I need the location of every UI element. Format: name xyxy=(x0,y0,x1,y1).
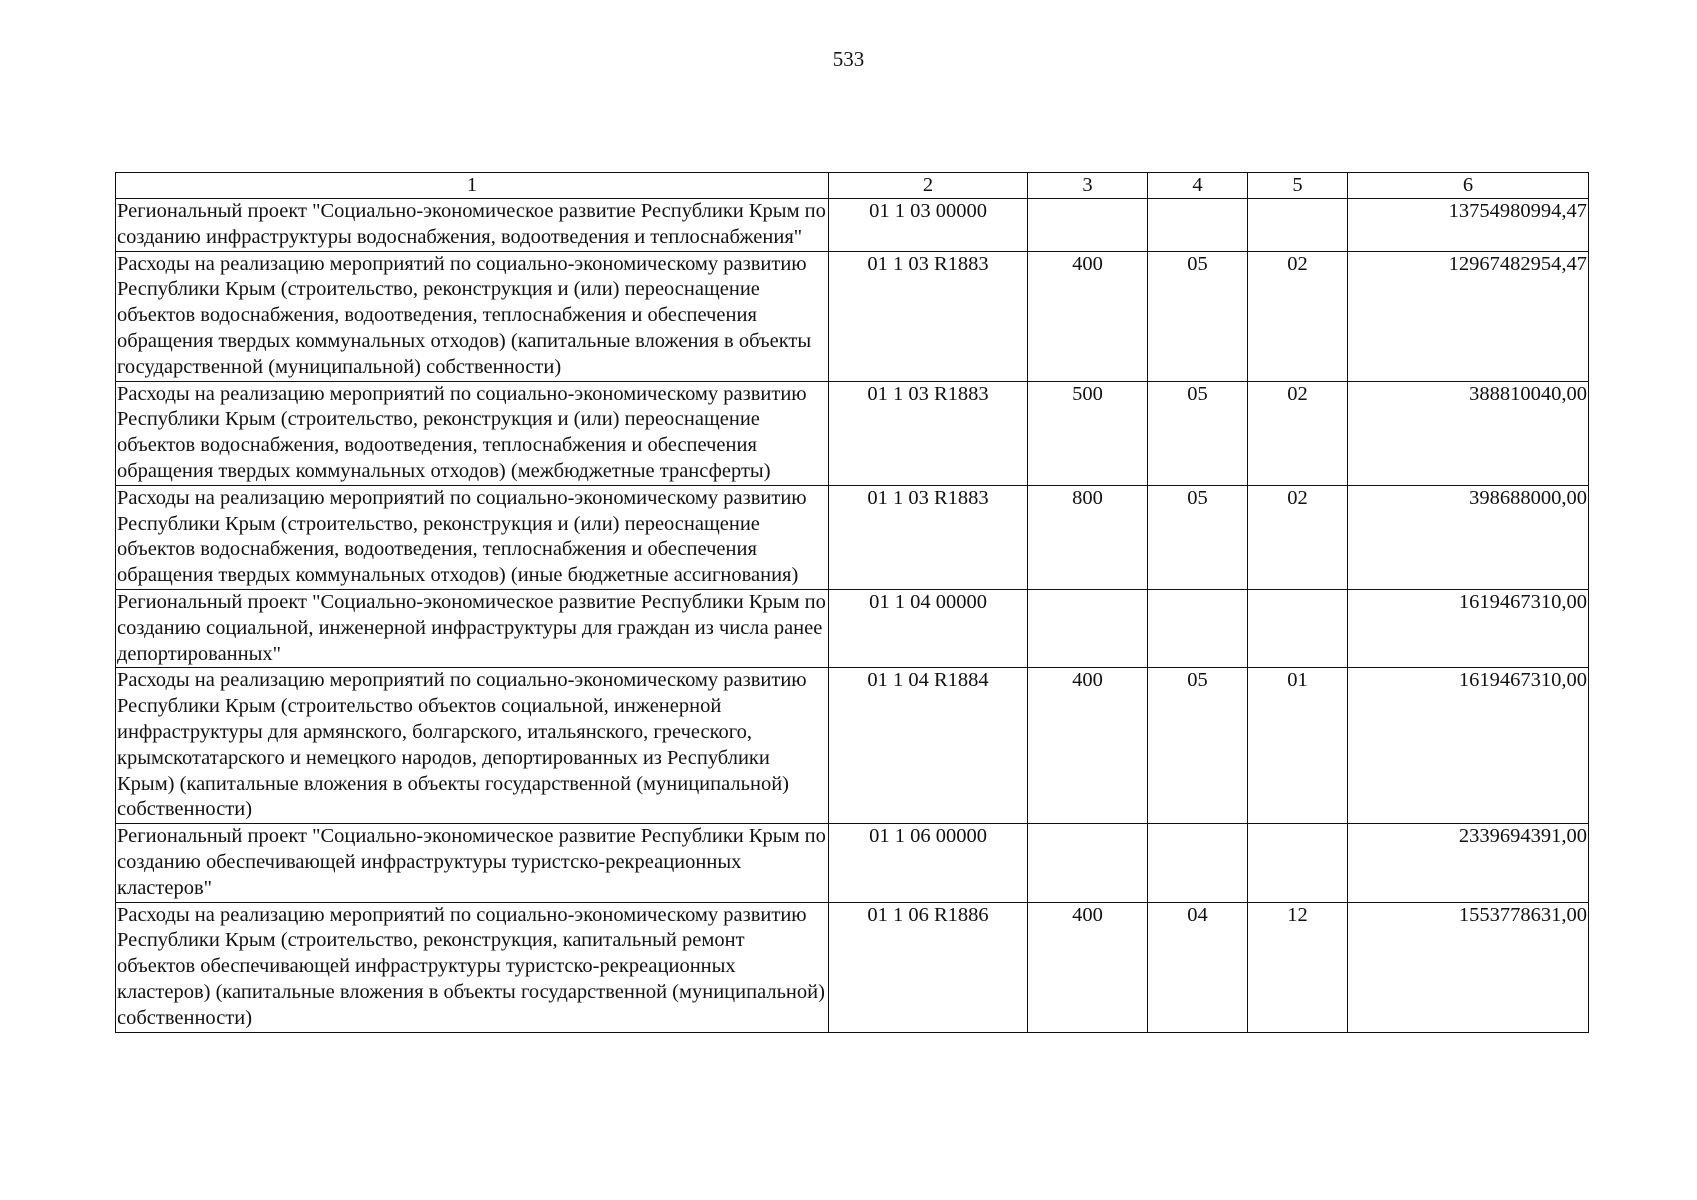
row-amount: 1553778631,00 xyxy=(1348,902,1589,1032)
table-row xyxy=(116,589,1589,667)
row-subsection: 02 xyxy=(1248,251,1348,381)
table-row xyxy=(116,668,1589,824)
row-target-code: 01 1 03 R1883 xyxy=(829,485,1028,589)
row-subsection: 02 xyxy=(1248,381,1348,485)
row-name: Расходы на реализацию мероприятий по социально-экономическому развитию Республики Крым (строительство, реконструкция, капитальный ремонт объектов обеспечивающей инфраструктуры туристско-рекреационных кластеров) (капитальные вложения в объекты государственной (муниципальной) собственности) xyxy=(116,902,829,1032)
row-name: Расходы на реализацию мероприятий по социально-экономическому развитию Республики Крым (строительство, реконструкция и (или) переоснащение объектов водоснабжения, водоотведения, теплоснабжения и обеспечения обращения твердых коммунальных отходов) (межбюджетные трансферты) xyxy=(116,381,829,485)
row-amount: 398688000,00 xyxy=(1348,485,1589,589)
column-header-2: 2 xyxy=(829,173,1028,199)
row-name: Расходы на реализацию мероприятий по социально-экономическому развитию Республики Крым (строительство, реконструкция и (или) переоснащение объектов водоснабжения, водоотведения, теплоснабжения и обеспечения обращения твердых коммунальных отходов) (капитальные вложения в объекты государственной (муниципальной) собственности) xyxy=(116,251,829,381)
row-subsection: 12 xyxy=(1248,902,1348,1032)
row-expense-type xyxy=(1028,824,1148,902)
row-target-code: 01 1 03 00000 xyxy=(829,199,1028,252)
row-amount: 1619467310,00 xyxy=(1348,589,1589,667)
row-section: 05 xyxy=(1148,381,1248,485)
table-row xyxy=(116,824,1589,902)
row-subsection: 02 xyxy=(1248,485,1348,589)
row-expense-type: 500 xyxy=(1028,381,1148,485)
column-header-5: 5 xyxy=(1248,173,1348,199)
table-row xyxy=(116,902,1589,1032)
row-section: 05 xyxy=(1148,668,1248,824)
row-amount: 2339694391,00 xyxy=(1348,824,1589,902)
row-section xyxy=(1148,589,1248,667)
column-header-1: 1 xyxy=(116,173,829,199)
row-expense-type: 400 xyxy=(1028,902,1148,1032)
row-name: Региональный проект "Социально-экономическое развитие Республики Крым по созданию обеспечивающей инфраструктуры туристско-рекреационных кластеров" xyxy=(116,824,829,902)
column-header-6: 6 xyxy=(1348,173,1589,199)
row-amount: 388810040,00 xyxy=(1348,381,1589,485)
header-row xyxy=(116,173,1589,199)
row-expense-type xyxy=(1028,199,1148,252)
budget-table xyxy=(115,172,1589,1033)
row-section xyxy=(1148,199,1248,252)
table-row xyxy=(116,251,1589,381)
row-target-code: 01 1 04 R1884 xyxy=(829,668,1028,824)
page-number: 533 xyxy=(832,47,865,71)
row-target-code: 01 1 04 00000 xyxy=(829,589,1028,667)
row-section: 05 xyxy=(1148,485,1248,589)
table-row xyxy=(116,381,1589,485)
row-section: 04 xyxy=(1148,902,1248,1032)
row-target-code: 01 1 06 00000 xyxy=(829,824,1028,902)
row-target-code: 01 1 06 R1886 xyxy=(829,902,1028,1032)
row-amount: 13754980994,47 xyxy=(1348,199,1589,252)
column-header-4: 4 xyxy=(1148,173,1248,199)
row-expense-type: 400 xyxy=(1028,668,1148,824)
row-target-code: 01 1 03 R1883 xyxy=(829,381,1028,485)
row-subsection: 01 xyxy=(1248,668,1348,824)
row-subsection xyxy=(1248,589,1348,667)
row-target-code: 01 1 03 R1883 xyxy=(829,251,1028,381)
row-name: Расходы на реализацию мероприятий по социально-экономическому развитию Республики Крым (строительство объектов социальной, инженерной инфраструктуры для армянского, болгарского, итальянского, греческого, крымскотатарского и немецкого народов, депортированных из Республики Крым) (капитальные вложения в объекты государственной (муниципальной) собственности) xyxy=(116,668,829,824)
row-section xyxy=(1148,824,1248,902)
row-amount: 12967482954,47 xyxy=(1348,251,1589,381)
row-name: Региональный проект "Социально-экономическое развитие Республики Крым по созданию социальной, инженерной инфраструктуры для граждан из числа ранее депортированных" xyxy=(116,589,829,667)
row-expense-type xyxy=(1028,589,1148,667)
row-subsection xyxy=(1248,824,1348,902)
row-name: Региональный проект "Социально-экономическое развитие Республики Крым по созданию инфраструктуры водоснабжения, водоотведения и теплоснабжения" xyxy=(116,199,829,252)
row-expense-type: 800 xyxy=(1028,485,1148,589)
row-expense-type: 400 xyxy=(1028,251,1148,381)
row-name: Расходы на реализацию мероприятий по социально-экономическому развитию Республики Крым (строительство, реконструкция и (или) переоснащение объектов водоснабжения, водоотведения, теплоснабжения и обеспечения обращения твердых коммунальных отходов) (иные бюджетные ассигнования) xyxy=(116,485,829,589)
table-row xyxy=(116,485,1589,589)
row-section: 05 xyxy=(1148,251,1248,381)
column-header-3: 3 xyxy=(1028,173,1148,199)
row-subsection xyxy=(1248,199,1348,252)
table-row xyxy=(116,199,1589,252)
row-amount: 1619467310,00 xyxy=(1348,668,1589,824)
